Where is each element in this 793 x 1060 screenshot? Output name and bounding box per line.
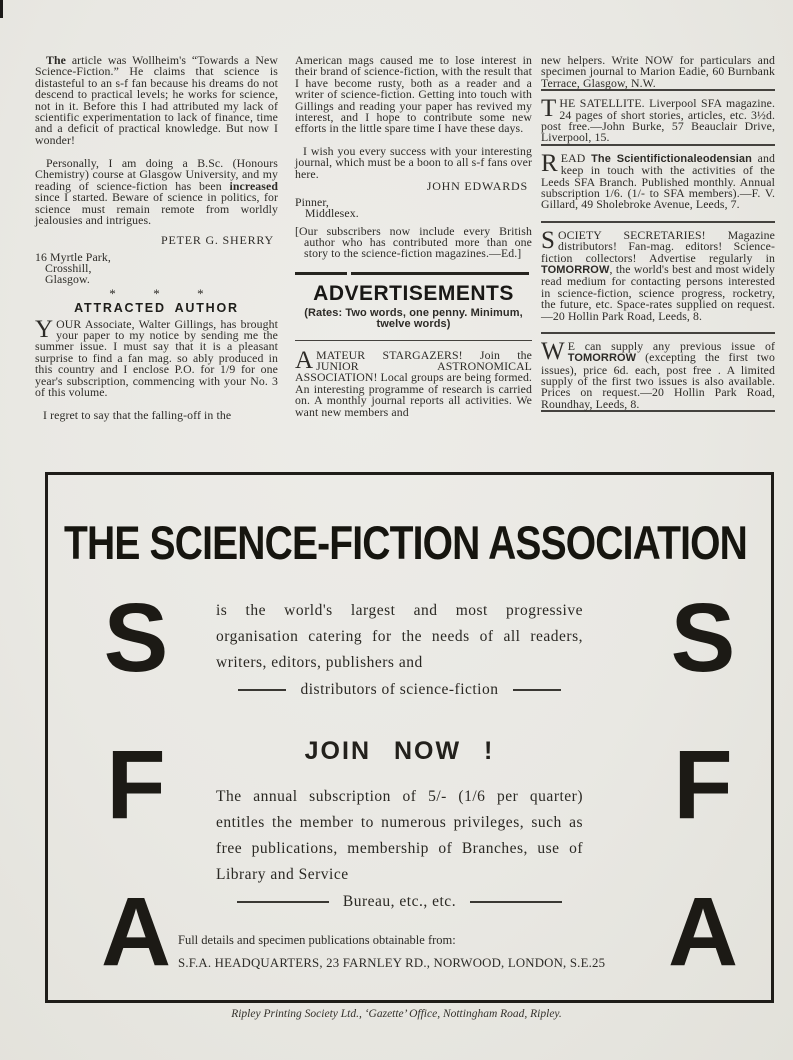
sfa-intro-tail-row	[216, 677, 583, 703]
asterisk-separator: * * *	[109, 285, 204, 301]
signature-edwards: JOHN EDWARDS	[426, 179, 528, 194]
advert-satellite	[541, 95, 775, 145]
paragraph-wollheim	[35, 55, 278, 158]
letter-s: S	[670, 583, 736, 692]
advert-text: MATEUR STARGAZERS! Join the JUNIOR ASTRONOMICAL ASSOCIATION! Local groups are being formed. An interesting programme of research is carried on. A monthly journal reports all activities. We want new members and	[295, 347, 532, 419]
divider	[541, 221, 775, 223]
sfa-intro-tail: distributors of science-fiction	[300, 681, 499, 699]
advert-stargazers	[295, 346, 532, 430]
sfa-subscription-paragraph: The annual subscription of 5/- (1/6 per quarter) entitles the member to numerous privileges, such as free publications, membership of Branches, use of Library and Service	[216, 788, 583, 883]
editor-note: [Our subscribers now include every British author who has contributed more than one story to the science-fiction magazines.—Ed.]	[295, 223, 532, 261]
advert-text: HE SATELLITE. Liverpool SFA magazine. 24 pages of short stories, articles, etc. 3½d. post free.—John Burke, 57 Beauclair Drive, Liverpool, 15.	[541, 96, 775, 145]
bold-title: TOMORROW	[541, 264, 610, 277]
advert-text: (excepting the first two issues), price 6d. each, post free . A limited supply of the first two issues is also available. Prices on request.—20 Hollin Park Road, Roundhay, Leeds, 8.	[541, 350, 775, 411]
join-now-heading: JOIN NOW !	[304, 737, 495, 766]
advert-read-leodensian	[541, 149, 775, 221]
bold-title: The Scientifictionaleodensian	[591, 152, 752, 165]
sfa-subscription-tail-row	[216, 889, 583, 915]
section-heading-attracted-author: ATTRACTED AUTHOR	[74, 300, 239, 315]
sfa-advert-box	[45, 472, 774, 1003]
sfa-letters-right	[667, 583, 739, 987]
advert-text: E can supply any previous issue of	[567, 338, 775, 353]
paragraph-text: since I started. Beware of science in politics, for science must remain remote from worldly jealousies and intrigues.	[35, 190, 278, 228]
paragraph-american-mags: American mags caused me to lose interest in their brand of science-fiction, with the result that I have become rusty, both as a reader and a writer of science-fiction. Getting into touch with Gillings and reading your paper has revived my interest, and I hope to contribute some new efforts in the little spare time I have these days.	[295, 53, 532, 136]
details-line: Full details and specimen publications obtainable from:	[178, 933, 456, 947]
dropcap-letter: R	[541, 149, 558, 177]
dropcap-letter: W	[541, 337, 565, 365]
scan-edge-artifact	[0, 0, 3, 18]
letter-f: F	[673, 730, 733, 840]
divider	[295, 340, 532, 341]
dash-line	[470, 901, 562, 903]
advert-rates: (Rates: Two words, one penny. Minimum, twelve words)	[304, 306, 523, 331]
advert-society-secretaries	[541, 226, 775, 332]
paragraph-personally	[35, 158, 278, 234]
advert-text: and keep in touch with the activities of the Leeds SFA Branch. Published monthly. Annual subscription 1/6. (1/- to SFA members).—F. V. Gillard, 49 Sholebroke Avenue, Leeds, 7.	[541, 150, 775, 212]
paragraph-text: OUR Associate, Walter Gillings, has brought your paper to my notice by sending me the summer issue. I must say that it is a pleasant surprise to find a fan mag. so ably produced in this country and I enclose P.O. for 1/9 for one year's subscription, commencing with your No. 3 of this volume.	[35, 316, 278, 400]
heavy-divider	[295, 272, 532, 275]
bold-title: TOMORROW	[567, 352, 637, 365]
paragraph-your-associate	[35, 315, 278, 410]
letter-a: A	[100, 877, 172, 987]
dropcap-letter: T	[541, 95, 557, 123]
sfa-title: THE SCIENCE-FICTION ASSOCIATION	[64, 516, 747, 569]
divider	[541, 332, 775, 334]
address-edwards	[295, 197, 532, 219]
dropcap-letter: A	[295, 346, 314, 374]
paragraph-text: Personally, I am doing a B.Sc. (Honours Chemistry) course at Glasgow University, and my reading of science-fiction has been	[35, 156, 278, 193]
address-line: Middlesex.	[305, 206, 359, 221]
address-line: 16 Myrtle Park,	[35, 250, 111, 264]
dropcap-letter: Y	[35, 315, 54, 343]
letter-a: A	[667, 877, 739, 987]
printer-imprint: Ripley Printing Society Ltd., ‘Gazette’ Office, Nottingham Road, Ripley.	[231, 1008, 562, 1020]
paragraph-text: article was Wollheim's “Towards a New Science-Fiction.” He claims that science is distasteful to an s-f fan because his dreams do not descend to practical levels; he works for science, not in it. Before this I had attributed my lack of scientific experimentation to lack of finance, time and a deficit of practical knowledge. But now I wonder!	[35, 53, 278, 147]
sfa-intro-paragraph: is the world's largest and most progressive organisation catering for the needs of all readers, writers, editors, publishers and	[216, 602, 583, 671]
right-column	[541, 55, 775, 419]
bold-word: increased	[229, 178, 278, 193]
dropcap-letter: S	[541, 226, 556, 254]
lead-word: The	[46, 53, 66, 67]
letter-s: S	[103, 583, 169, 692]
advert-text: OCIETY SECRETARIES! Magazine distributors! Fan-mag. editors! Science-fiction collectors! Advertise regularly in	[541, 227, 775, 265]
advertisements-heading: ADVERTISEMENTS	[313, 281, 514, 305]
address-line: Crosshill,	[45, 261, 92, 276]
advert-text: EAD	[560, 150, 592, 165]
letter-f: F	[106, 730, 166, 840]
advert-back-issues	[541, 337, 775, 411]
paragraph-wish-success: I wish you every success with your interesting journal, which must be a boon to all s-f fans over here.	[295, 144, 532, 181]
left-column	[35, 55, 278, 421]
advert-text: , the world's best and most widely read medium for contacting persons interested in science-fiction, science progress, rocketry, the future, etc. Space-rates supplied on request.—20 Hollin Park Road, Leeds, 8.	[541, 262, 775, 323]
sfa-contact-details	[178, 933, 678, 970]
sfa-letters-left	[100, 583, 172, 987]
address-sherry	[35, 252, 278, 286]
paragraph-regret: I regret to say that the falling-off in the	[43, 407, 232, 422]
dash-line	[513, 689, 561, 691]
address-line: Pinner,	[295, 195, 329, 210]
address-line: Glasgow.	[45, 272, 90, 287]
dash-line	[237, 901, 329, 903]
sfa-body	[216, 598, 583, 915]
sfa-subscription-tail: Bureau, etc., etc.	[342, 893, 457, 911]
signature-sherry: PETER G. SHERRY	[160, 233, 274, 247]
headquarters-address: S.F.A. HEADQUARTERS, 23 FARNLEY RD., NORWOOD, LONDON, S.E.25	[178, 956, 606, 970]
paragraph-new-helpers: new helpers. Write NOW for particulars and specimen journal to Marion Eadie, 60 Burnbank Terrace, Glasgow, N.W.	[541, 53, 775, 90]
middle-column	[295, 55, 532, 430]
dash-line	[238, 689, 286, 691]
